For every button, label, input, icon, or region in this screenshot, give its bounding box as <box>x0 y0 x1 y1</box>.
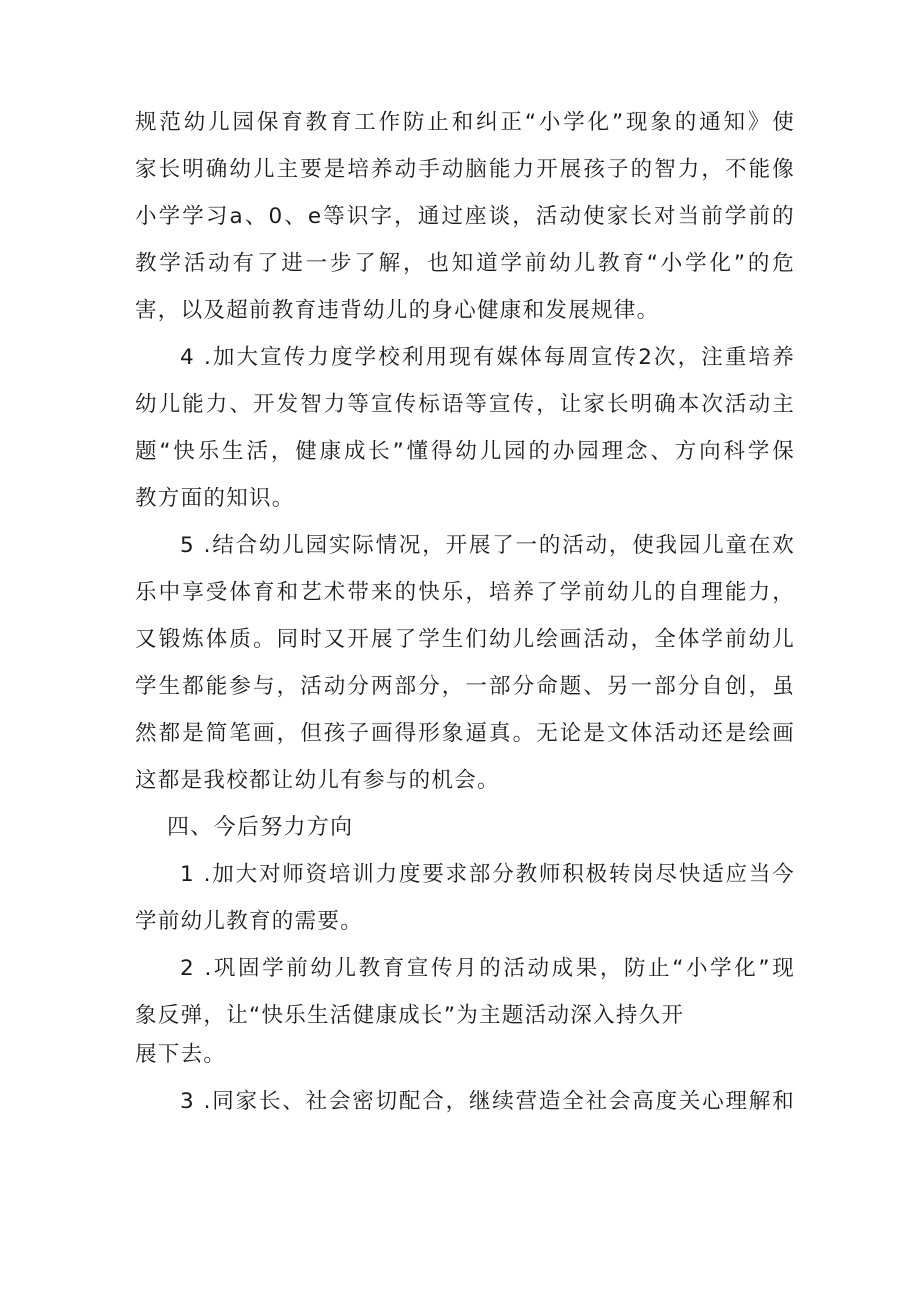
text-line: 这都是我校都让幼儿有参与的机会。 <box>135 768 500 793</box>
paragraph-4-start: 4 .加大宣传力度学校利用现有媒体每周宣传2次，注重培养 <box>180 345 795 370</box>
text-line: 展下去。 <box>135 1042 227 1067</box>
text-line: 幼儿能力、开发智力等宣传标语等宣传，让家长明确本次活动主 <box>135 392 795 417</box>
text-line: 象反弹，让“快乐生活健康成长”为主题活动深入持久开 <box>135 1003 685 1028</box>
paragraph-5-start: 5 .结合幼儿园实际情况，开展了一的活动，使我园儿童在欢 <box>180 533 795 558</box>
text-line: 乐中享受体育和艺术带来的快乐，培养了学前幼儿的自理能力， <box>135 580 795 605</box>
text-line: 又锻炼体质。同时又开展了学生们幼儿绘画活动，全体学前幼儿 <box>135 627 795 652</box>
text-line: 教学活动有了进一步了解，也知道学前幼儿教育“小学化”的危 <box>135 251 795 276</box>
text-line: 题“快乐生活，健康成长”懂得幼儿园的办园理念、方向科学保 <box>135 439 795 464</box>
text-line: 教方面的知识。 <box>135 486 295 511</box>
document-body <box>135 112 795 1138</box>
section-heading: 四、今后努力方向 <box>167 815 354 840</box>
item-2-start: 2 .巩固学前幼儿教育宣传月的活动成果，防止“小学化”现 <box>180 956 795 981</box>
text-line: 规范幼儿园保育教育工作防止和纠正“小学化”现象的通知》使 <box>135 110 795 135</box>
text-line: 害，以及超前教育违背幼儿的身心健康和发展规律。 <box>135 298 660 323</box>
item-1-start: 1 .加大对师资培训力度要求部分教师积极转岗尽快适应当今 <box>180 862 795 887</box>
text-line: 家长明确幼儿主要是培养动手动脑能力开展孩子的智力，不能像 <box>135 157 795 182</box>
text-line: 然都是简笔画，但孩子画得形象逼真。无论是文体活动还是绘画 <box>135 721 795 746</box>
text-line: 小学学习a、0、e等识字，通过座谈，活动使家长对当前学前的 <box>135 204 795 229</box>
text-line: 学前幼儿教育的需要。 <box>135 909 364 934</box>
text-line: 学生都能参与，活动分两部分，一部分命题、另一部分自创，虽 <box>135 674 795 699</box>
item-3-start: 3 .同家长、社会密切配合，继续营造全社会高度关心理解和 <box>180 1089 795 1114</box>
